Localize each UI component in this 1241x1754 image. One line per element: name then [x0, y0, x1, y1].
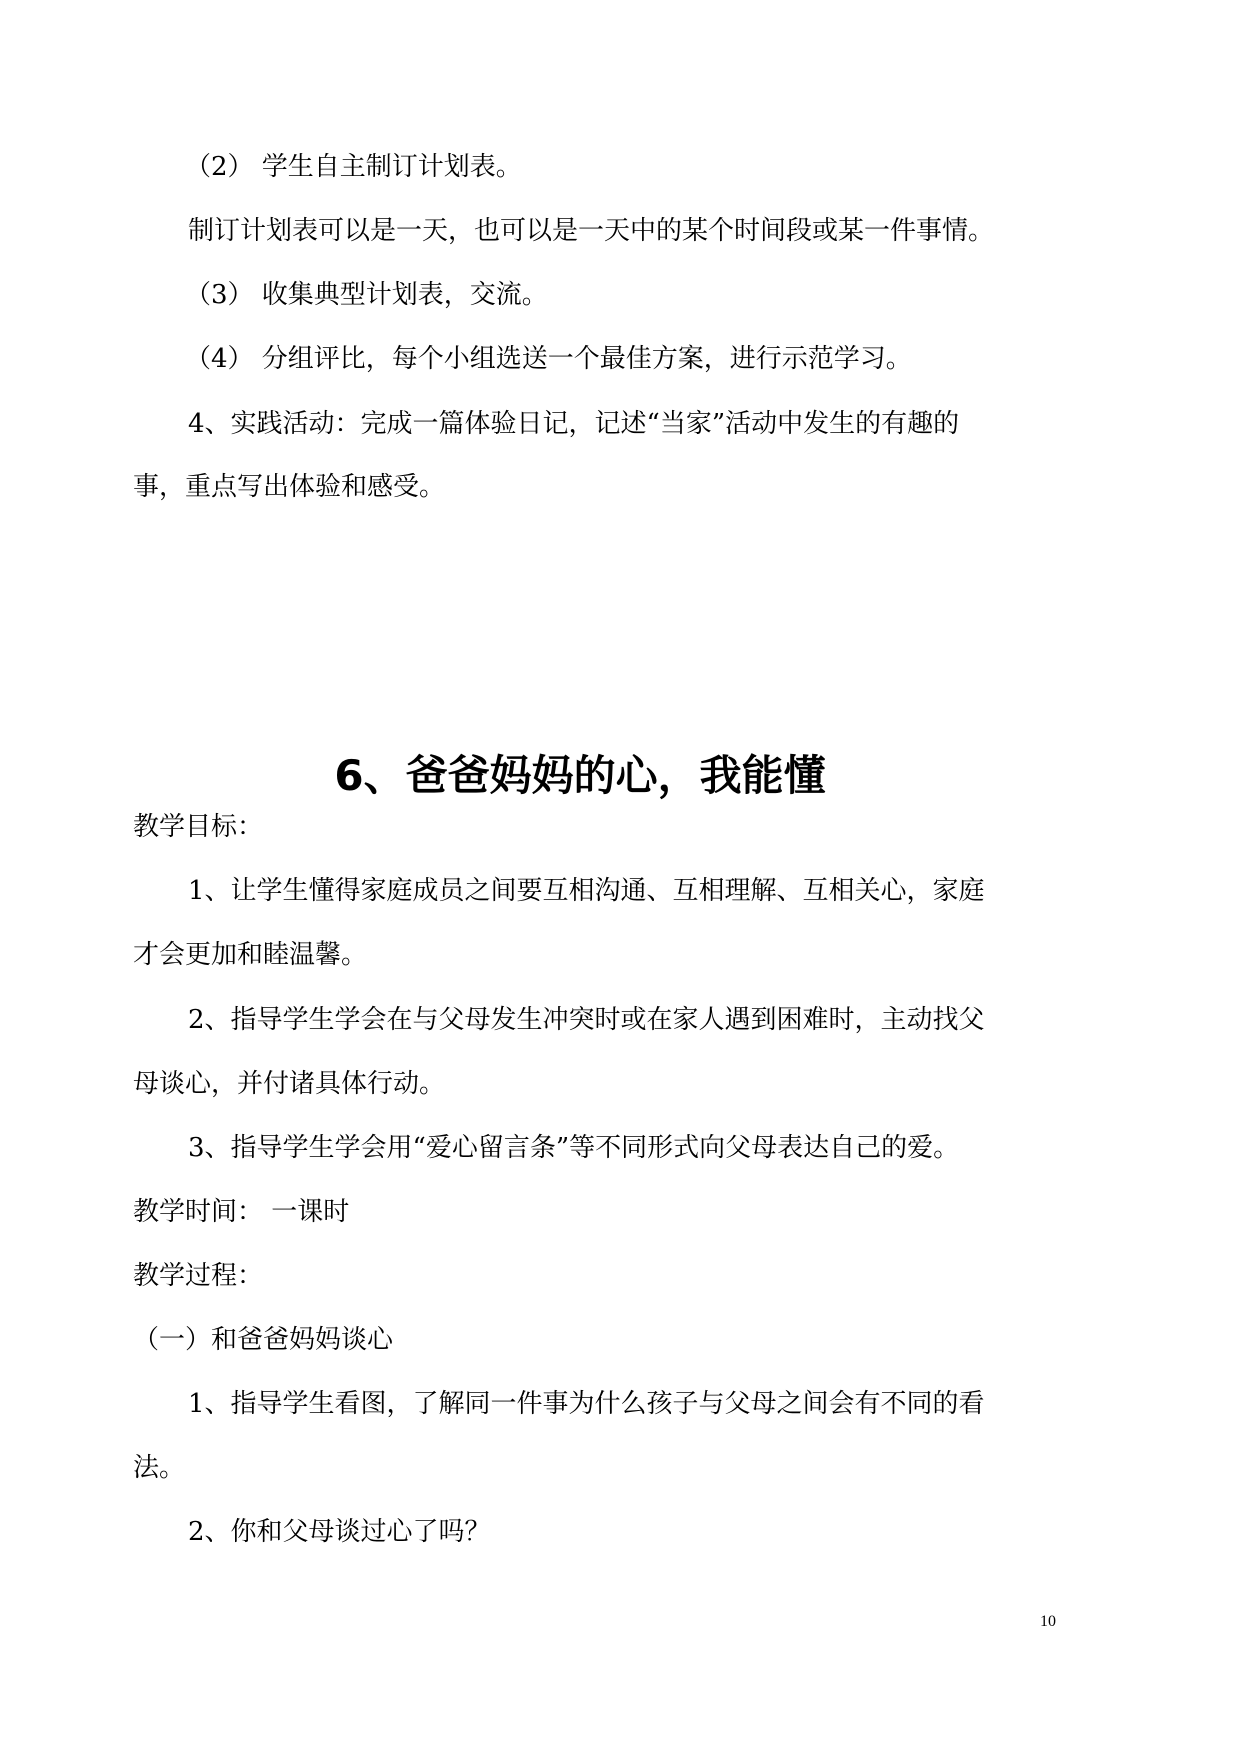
practice-activity-line-2: 事，重点写出体验和感受。	[133, 472, 446, 502]
part-1-item-1-line-2: 法。	[133, 1453, 186, 1483]
plan-step-2-note: 制订计划表可以是一天，也可以是一天中的某个时间段或某一件事情。	[188, 216, 995, 246]
part-1-item-2: 2、你和父母谈过心了吗？	[188, 1517, 491, 1547]
objectives-heading: 教学目标：	[133, 812, 264, 842]
process-heading: 教学过程：	[133, 1261, 264, 1291]
lesson-title: 6、爸爸妈妈的心，我能懂	[334, 751, 826, 800]
teaching-time: 教学时间： 一课时	[133, 1197, 350, 1227]
objective-1-line-2: 才会更加和睦温馨。	[133, 940, 368, 970]
plan-step-3: （3） 收集典型计划表，交流。	[185, 280, 548, 310]
objective-1-line-1: 1、让学生懂得家庭成员之间要互相沟通、互相理解、互相关心，家庭	[188, 876, 985, 906]
objective-2-line-2: 母谈心，并付诸具体行动。	[133, 1069, 446, 1099]
objective-2-line-1: 2、指导学生学会在与父母发生冲突时或在家人遇到困难时，主动找父	[188, 1005, 985, 1035]
plan-step-4: （4） 分组评比，每个小组选送一个最佳方案，进行示范学习。	[185, 344, 912, 374]
part-1-item-1-line-1: 1、指导学生看图，了解同一件事为什么孩子与父母之间会有不同的看	[188, 1389, 985, 1419]
part-1-heading: （一）和爸爸妈妈谈心	[133, 1325, 394, 1355]
objective-3: 3、指导学生学会用“爱心留言条”等不同形式向父母表达自己的爱。	[188, 1133, 960, 1163]
practice-activity-line-1: 4、实践活动：完成一篇体验日记，记述“当家”活动中发生的有趣的	[188, 409, 960, 439]
page-number: 10	[1040, 1613, 1056, 1630]
plan-step-2: （2） 学生自主制订计划表。	[185, 152, 522, 182]
